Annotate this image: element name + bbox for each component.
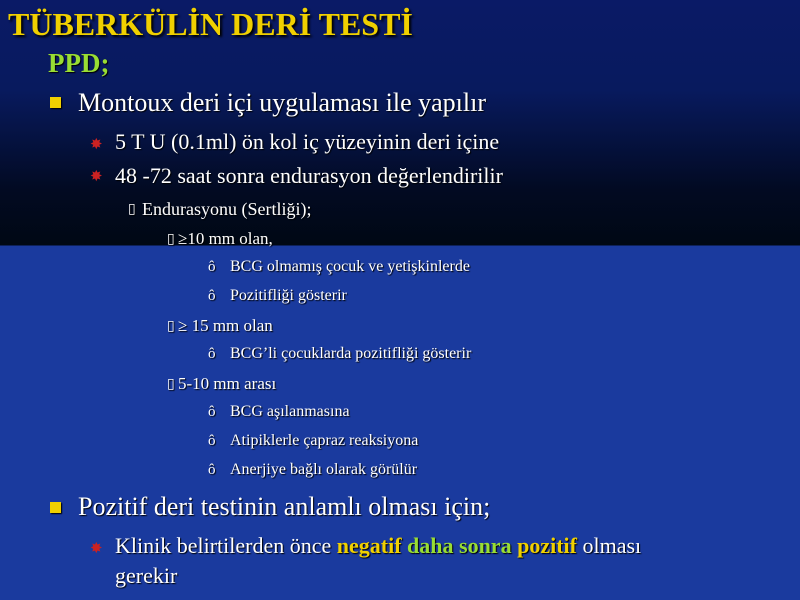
level5-marker-icon: ô <box>208 288 216 304</box>
item-bcg-none: BCG olmamış çocuk ve yetişkinlerde <box>230 258 470 275</box>
square-bullet-icon <box>50 502 61 513</box>
star-bullet-icon: ✸ <box>90 169 103 185</box>
bullet-timing: 48 -72 saat sonra endurasyon değerlendirilir <box>115 163 503 188</box>
highlight-positive: pozitif <box>517 533 577 558</box>
group-10mm: ≥10 mm olan, <box>178 229 273 248</box>
level5-marker-icon: ô <box>208 433 216 449</box>
level5-marker-icon: ô <box>208 404 216 420</box>
clinical-text-pre: Klinik belirtilerden önce <box>115 533 337 558</box>
bullet-dose: 5 T U (0.1ml) ön kol iç yüzeyinin deri içine <box>115 129 500 154</box>
box-bullet-icon: ▯ <box>128 202 136 217</box>
square-bullet-icon <box>50 97 61 108</box>
item-anergy: Anerjiye bağlı olarak görülür <box>230 461 418 478</box>
subtitle: PPD; <box>48 48 110 78</box>
item-bcg-children: BCG’li çocuklarda pozitifliği gösterir <box>230 345 472 362</box>
level5-marker-icon: ô <box>208 346 216 362</box>
group-5-10mm: 5-10 mm arası <box>178 374 277 393</box>
highlight-then: daha sonra <box>407 533 512 558</box>
bullet-montoux: Montoux deri içi uygulaması ile yapılır <box>78 88 486 117</box>
item-positive: Pozitifliği gösterir <box>230 287 347 304</box>
bullet-clinical <box>115 533 641 559</box>
slide-title: TÜBERKÜLİN DERİ TESTİ <box>8 6 413 42</box>
item-atypical: Atipiklerle çapraz reaksiyona <box>230 432 419 449</box>
level5-marker-icon: ô <box>208 462 216 478</box>
box-bullet-icon: ▯ <box>167 319 175 334</box>
level5-marker-icon: ô <box>208 259 216 275</box>
clinical-text-post: olması <box>576 533 642 558</box>
star-bullet-icon: ✸ <box>90 137 103 153</box>
item-bcg-vaccination: BCG aşılanmasına <box>230 403 350 420</box>
star-bullet-icon: ✸ <box>90 541 103 557</box>
bullet-clinical-line2: gerekir <box>115 563 178 588</box>
box-bullet-icon: ▯ <box>167 232 175 247</box>
bullet-meaningful: Pozitif deri testinin anlamlı olması için; <box>78 492 491 521</box>
highlight-negative: negatif <box>336 533 402 558</box>
group-15mm: ≥ 15 mm olan <box>178 316 273 335</box>
bullet-induration: Endurasyonu (Sertliği); <box>142 199 312 219</box>
box-bullet-icon: ▯ <box>167 377 175 392</box>
